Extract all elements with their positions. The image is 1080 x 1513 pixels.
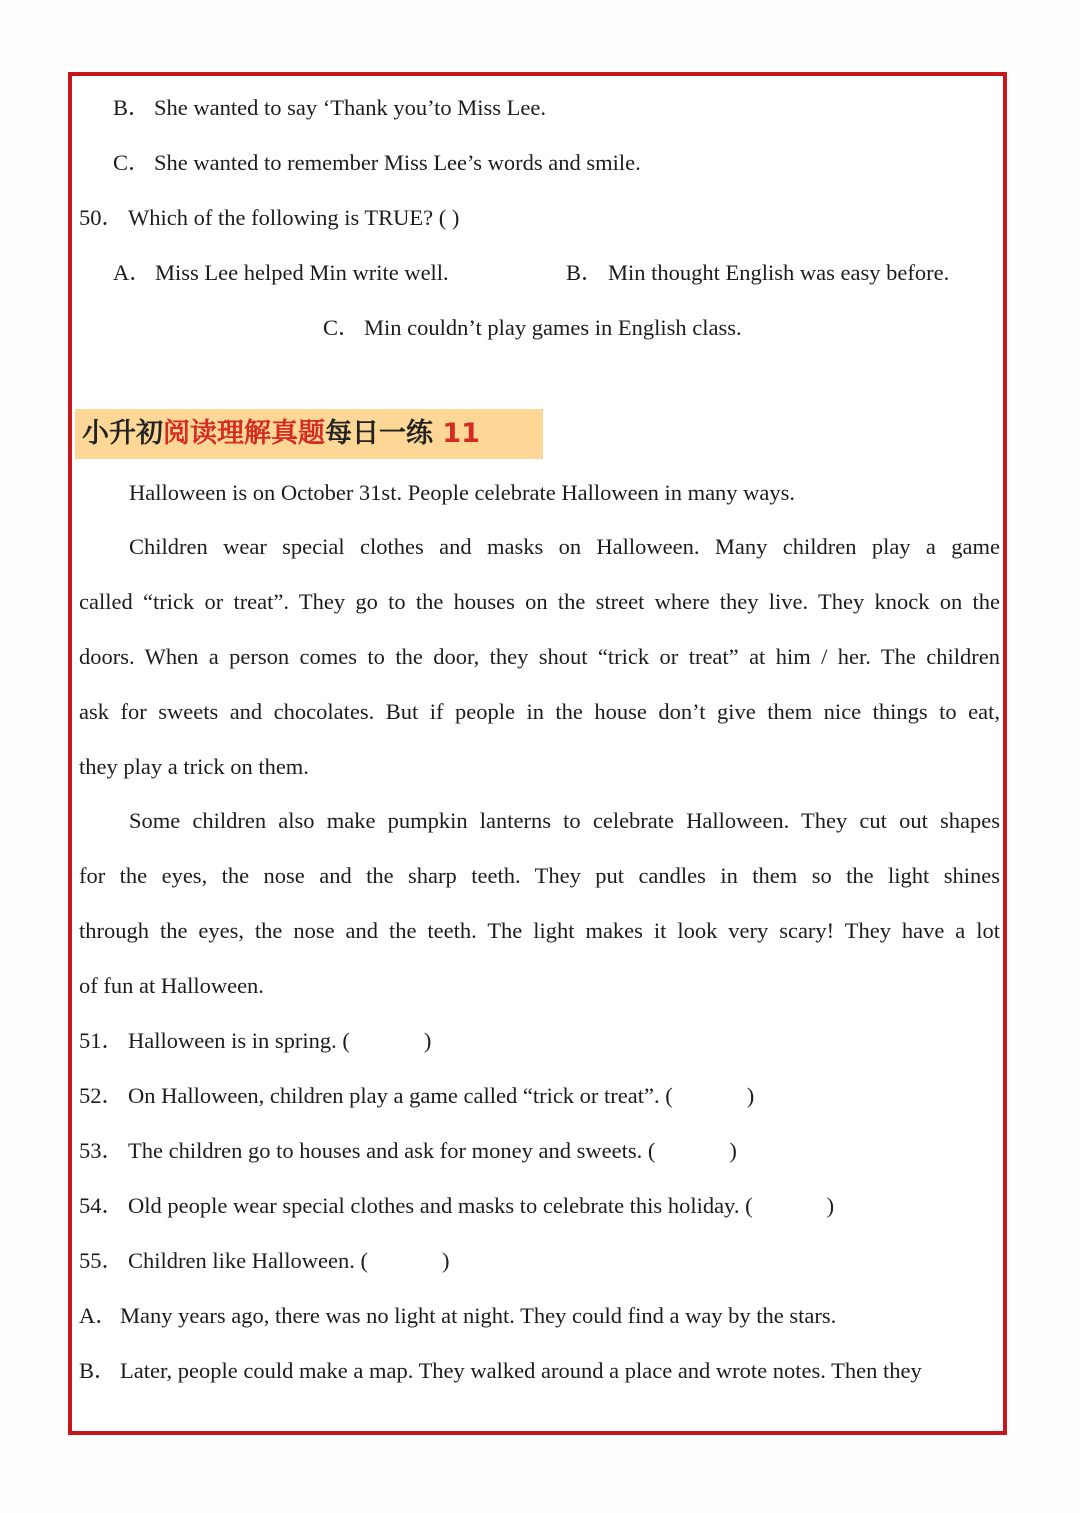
question-number: 50． <box>79 205 125 230</box>
question-number: 51． <box>79 1028 125 1053</box>
option-text: She wanted to say ‘Thank you’to Miss Lee. <box>154 95 547 120</box>
question-55 <box>79 1246 1000 1276</box>
q50-option-b <box>566 258 996 288</box>
option-letter: A． <box>79 1303 118 1328</box>
next-passage-a <box>79 1301 1000 1331</box>
question-text: On Halloween, children play a game called “trick or treat”. ( <box>128 1083 673 1108</box>
q49-option-c <box>113 148 1034 178</box>
question-text: Which of the following is TRUE? ( ) <box>128 205 460 230</box>
question-54 <box>79 1191 1000 1221</box>
passage-paragraph-2-line-1: Children wear special clothes and masks on Halloween. Many children play a game <box>129 534 1000 559</box>
q49-option-b <box>113 93 1034 123</box>
option-letter: B． <box>79 1358 117 1383</box>
paren-close: ) <box>441 1248 450 1273</box>
q50-question <box>79 203 1000 233</box>
passage-paragraph-2-line-5: they play a trick on them. <box>79 754 309 779</box>
passage-paragraph-3-line-4: of fun at Halloween. <box>79 973 264 998</box>
option-letter: B． <box>113 95 151 120</box>
passage-paragraph-2-line-4: ask for sweets and chocolates. But if people in the house don’t give them nice things to eat, <box>79 699 1000 724</box>
passage-paragraph-3-line-1: Some children also make pumpkin lanterns to celebrate Halloween. They cut out shapes <box>129 808 1000 833</box>
question-number: 54． <box>79 1193 125 1218</box>
passage-paragraph-2-line-2: called “trick or treat”. They go to the houses on the street where they live. They knock on the <box>79 589 1000 614</box>
question-number: 55． <box>79 1248 125 1273</box>
option-text: Miss Lee helped Min write well. <box>155 260 449 285</box>
option-text: She wanted to remember Miss Lee’s words and smile. <box>154 150 641 175</box>
option-text: Min thought English was easy before. <box>608 260 950 285</box>
question-text: The children go to houses and ask for money and sweets. ( <box>128 1138 656 1163</box>
q50-option-a <box>113 258 543 288</box>
question-53 <box>79 1136 1000 1166</box>
option-text: Many years ago, there was no light at night. They could find a way by the stars. <box>120 1303 837 1328</box>
question-52 <box>79 1081 1000 1111</box>
passage-paragraph-3-line-2: for the eyes, the nose and the sharp teeth. They put candles in them so the light shines <box>79 863 1000 888</box>
option-text: Min couldn’t play games in English class. <box>364 315 742 340</box>
question-text: Halloween is in spring. ( <box>128 1028 350 1053</box>
banner-text-3: 每日一练 <box>325 418 433 449</box>
question-number: 53． <box>79 1138 125 1163</box>
next-passage-b <box>79 1356 1000 1386</box>
option-letter: C． <box>323 315 361 340</box>
paren-close: ) <box>746 1083 755 1108</box>
paren-close: ) <box>423 1028 432 1053</box>
option-letter: A． <box>113 260 152 285</box>
option-letter: C． <box>113 150 151 175</box>
question-51 <box>79 1026 1000 1056</box>
paren-close: ) <box>729 1138 737 1163</box>
option-letter: B． <box>566 260 604 285</box>
passage-paragraph-2-line-3: doors. When a person comes to the door, they shout “trick or treat” at him / her. The children <box>79 644 1000 669</box>
question-text: Children like Halloween. ( <box>128 1248 368 1273</box>
section-banner <box>75 409 543 459</box>
passage-paragraph-1: Halloween is on October 31st. People celebrate Halloween in many ways. <box>129 480 796 505</box>
banner-number: 11 <box>433 418 480 449</box>
paren-close: ) <box>826 1193 835 1218</box>
option-text: Later, people could make a map. They walked around a place and wrote notes. Then they <box>120 1358 922 1383</box>
banner-text-1: 小升初 <box>82 418 163 449</box>
banner-text-2: 阅读理解真题 <box>163 418 325 449</box>
question-number: 52． <box>79 1083 125 1108</box>
q50-option-c <box>323 313 823 343</box>
passage-paragraph-3-line-3: through the eyes, the nose and the teeth. The light makes it look very scary! They have a lot <box>79 918 1000 943</box>
question-text: Old people wear special clothes and masks to celebrate this holiday. ( <box>128 1193 753 1218</box>
